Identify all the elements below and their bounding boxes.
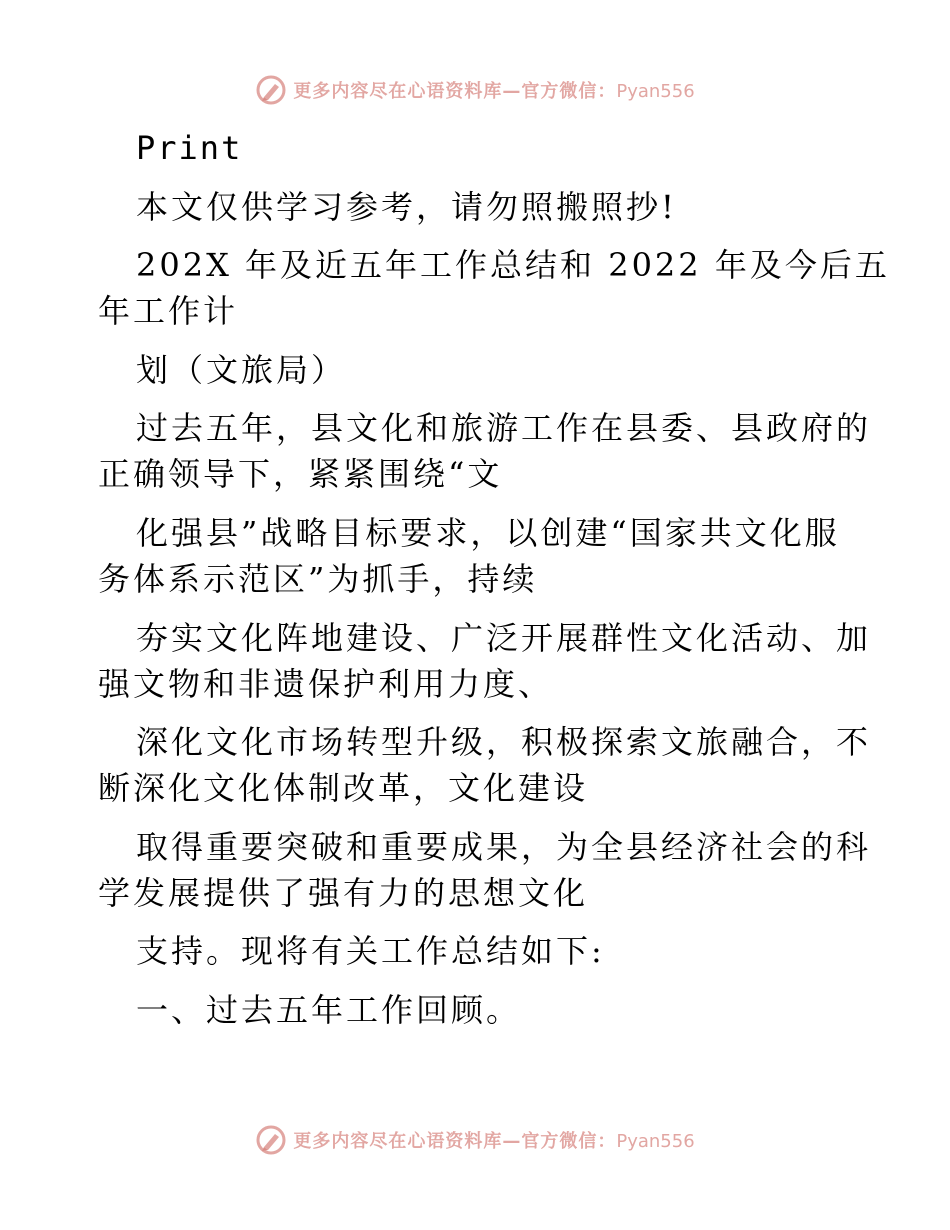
text-line: 202X 年及近五年工作总结和 2022 年及今后五	[136, 246, 890, 285]
text-line: 断深化文化体制改革，文化建设	[98, 769, 589, 808]
watermark-header	[0, 70, 950, 110]
text-line: 正确领导下，紧紧围绕“文	[98, 455, 503, 494]
text-line: 划（文旅局）	[136, 350, 347, 389]
text-line: 年工作计	[98, 292, 239, 331]
watermark-footer	[0, 1120, 950, 1160]
watermark-text: 更多内容尽在心语资料库—官方微信：Pyan556	[293, 81, 695, 102]
text-line: 本文仅供学习参考，请勿照搬照抄!	[136, 187, 677, 226]
text-line: 过去五年，县文化和旅游工作在县委、县政府的	[136, 409, 872, 448]
pen-logo-icon	[255, 74, 287, 106]
text-line: 务体系示范区”为抓手，持续	[98, 559, 538, 598]
text-line: 一、过去五年工作回顾。	[136, 990, 522, 1029]
text-line: Print	[136, 129, 243, 167]
text-line: 夯实文化阵地建设、广泛开展群性文化活动、加	[136, 618, 872, 657]
text-line: 强文物和非遗保护利用力度、	[98, 664, 554, 703]
text-line: 取得重要突破和重要成果，为全县经济社会的科	[136, 827, 872, 866]
text-line: 支持。现将有关工作总结如下:	[136, 932, 605, 971]
document-body	[98, 125, 890, 1046]
text-line: 学发展提供了强有力的思想文化	[98, 873, 589, 912]
text-line: 深化文化市场转型升级，积极探索文旅融合，不	[136, 723, 872, 762]
pen-logo-icon	[255, 1124, 287, 1156]
text-line: 化强县”战略目标要求，以创建“国家共文化服	[136, 513, 840, 552]
watermark-text: 更多内容尽在心语资料库—官方微信：Pyan556	[293, 1131, 695, 1152]
